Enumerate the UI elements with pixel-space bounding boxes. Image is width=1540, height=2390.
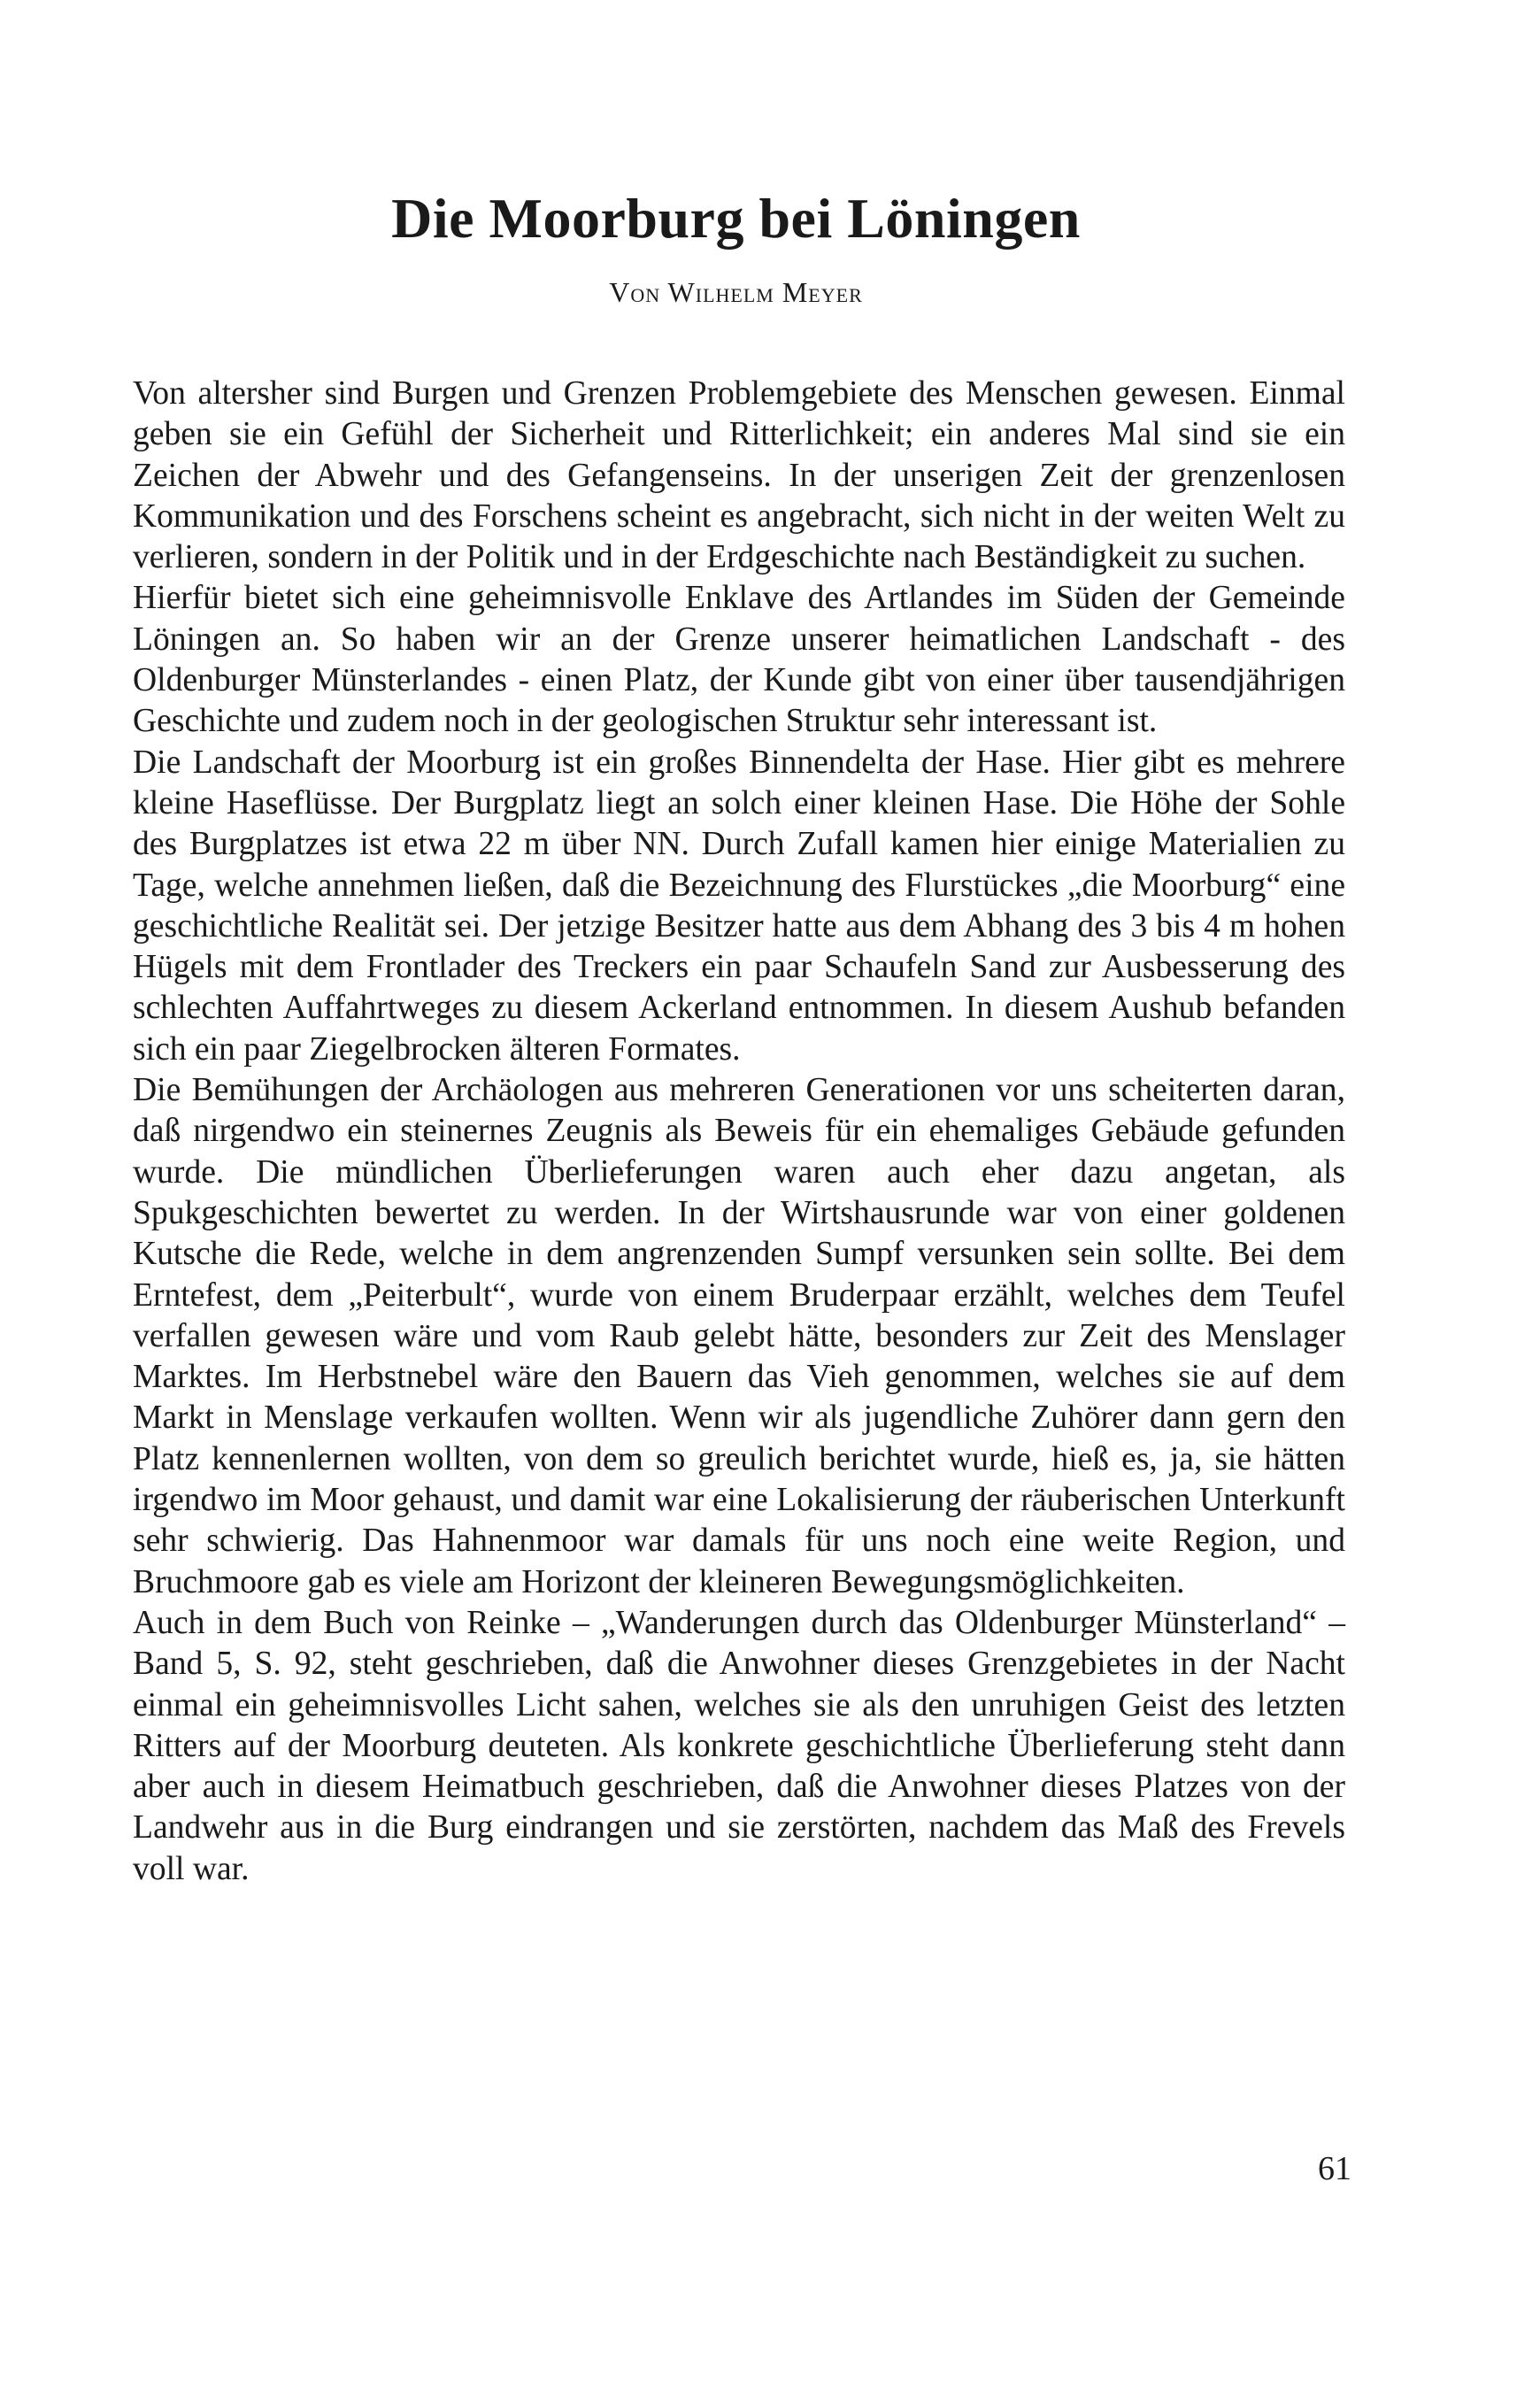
paragraph: Die Bemühungen der Archäologen aus mehreren Generationen vor uns scheiterten daran, daß nirgendwo ein steinernes Zeugnis als Beweis für ein ehemaliges Gebäude gefunden wurde. Die mündlichen Überlieferungen waren auch eher dazu angetan, als Spukgeschichten bewertet zu werden. In der Wirtshausrunde war von einer goldenen Kutsche die Rede, welche in dem angrenzenden Sumpf versunken sein sollte. Bei dem Erntefest, dem „Peiterbult“, wurde von einem Bruderpaar erzählt, welches dem Teufel verfallen gewesen wäre und vom Raub gelebt hätte, besonders zur Zeit des Menslager Marktes. Im Herbstnebel wäre den Bauern das Vieh genommen, welches sie auf dem Markt in Menslage verkaufen wollten. Wenn wir als jugendliche Zuhörer dann gern den Platz kennenlernen wollten, von dem so greulich berichtet wurde, hieß es, ja, sie hätten irgendwo im Moor gehaust, und damit war eine Lokalisierung der räuberischen Unterkunft sehr schwierig. Das Hahnenmoor war damals für uns noch eine weite Region, und Bruchmoore gab es viele am Horizont der kleineren Bewegungsmöglichkeiten. xyxy=(133,1072,1345,1600)
article-body xyxy=(133,374,1345,1890)
paragraph: Die Landschaft der Moorburg ist ein großes Binnendelta der Hase. Hier gibt es mehrere kleine Haseflüsse. Der Burgplatz liegt an solch einer kleinen Hase. Die Höhe der Sohle des Burgplatzes ist etwa 22 m über NN. Durch Zufall kamen hier einige Materialien zu Tage, welche annehmen ließen, daß die Bezeichnung des Flurstückes „die Moorburg“ eine geschichtliche Realität sei. Der jetzige Besitzer hatte aus dem Abhang des 3 bis 4 m hohen Hügels mit dem Frontlader des Treckers ein paar Schaufeln Sand zur Ausbesserung des schlechten Auffahrtweges zu diesem Ackerland entnommen. In diesem Aushub befanden sich ein paar Ziegelbrocken älteren Formates. xyxy=(133,744,1345,1068)
article-title: Die Moorburg bei Löningen xyxy=(391,187,1081,250)
page-number: 61 xyxy=(1318,2150,1351,2187)
paragraph: Von altersher sind Burgen und Grenzen Problemgebiete des Menschen gewesen. Einmal geben sie ein Gefühl der Sicherheit und Ritterlichkeit; ein anderes Mal sind sie ein Zeichen der Abwehr und des Gefangenseins. In der unserigen Zeit der grenzenlosen Kommunikation und des Forschens scheint es angebracht, sich nicht in der weiten Welt zu verlieren, sondern in der Politik und in der Erdgeschichte nach Beständigkeit zu suchen. xyxy=(133,375,1345,576)
author-byline: Von Wilhelm Meyer xyxy=(609,276,863,308)
paragraph: Auch in dem Buch von Reinke – „Wanderungen durch das Oldenburger Münsterland“ – Band 5, S. 92, steht geschrieben, daß die Anwohner dieses Grenzgebietes in der Nacht einmal ein geheimnisvolles Licht sahen, welches sie als den unruhigen Geist des letzten Ritters auf der Moorburg deuteten. Als konkrete geschichtliche Überlieferung steht dann aber auch in diesem Heimatbuch geschrieben, daß die Anwohner dieses Platzes von der Landwehr aus in die Burg eindrangen und sie zerstörten, nachdem das Maß des Frevels voll war. xyxy=(133,1604,1345,1887)
paragraph: Hierfür bietet sich eine geheimnisvolle Enklave des Artlandes im Süden der Gemeinde Löningen an. So haben wir an der Grenze unserer heimatlichen Landschaft - des Oldenburger Münsterlandes - einen Platz, der Kunde gibt von einer über tausendjährigen Geschichte und zudem noch in der geologischen Struktur sehr interessant ist. xyxy=(133,580,1345,740)
